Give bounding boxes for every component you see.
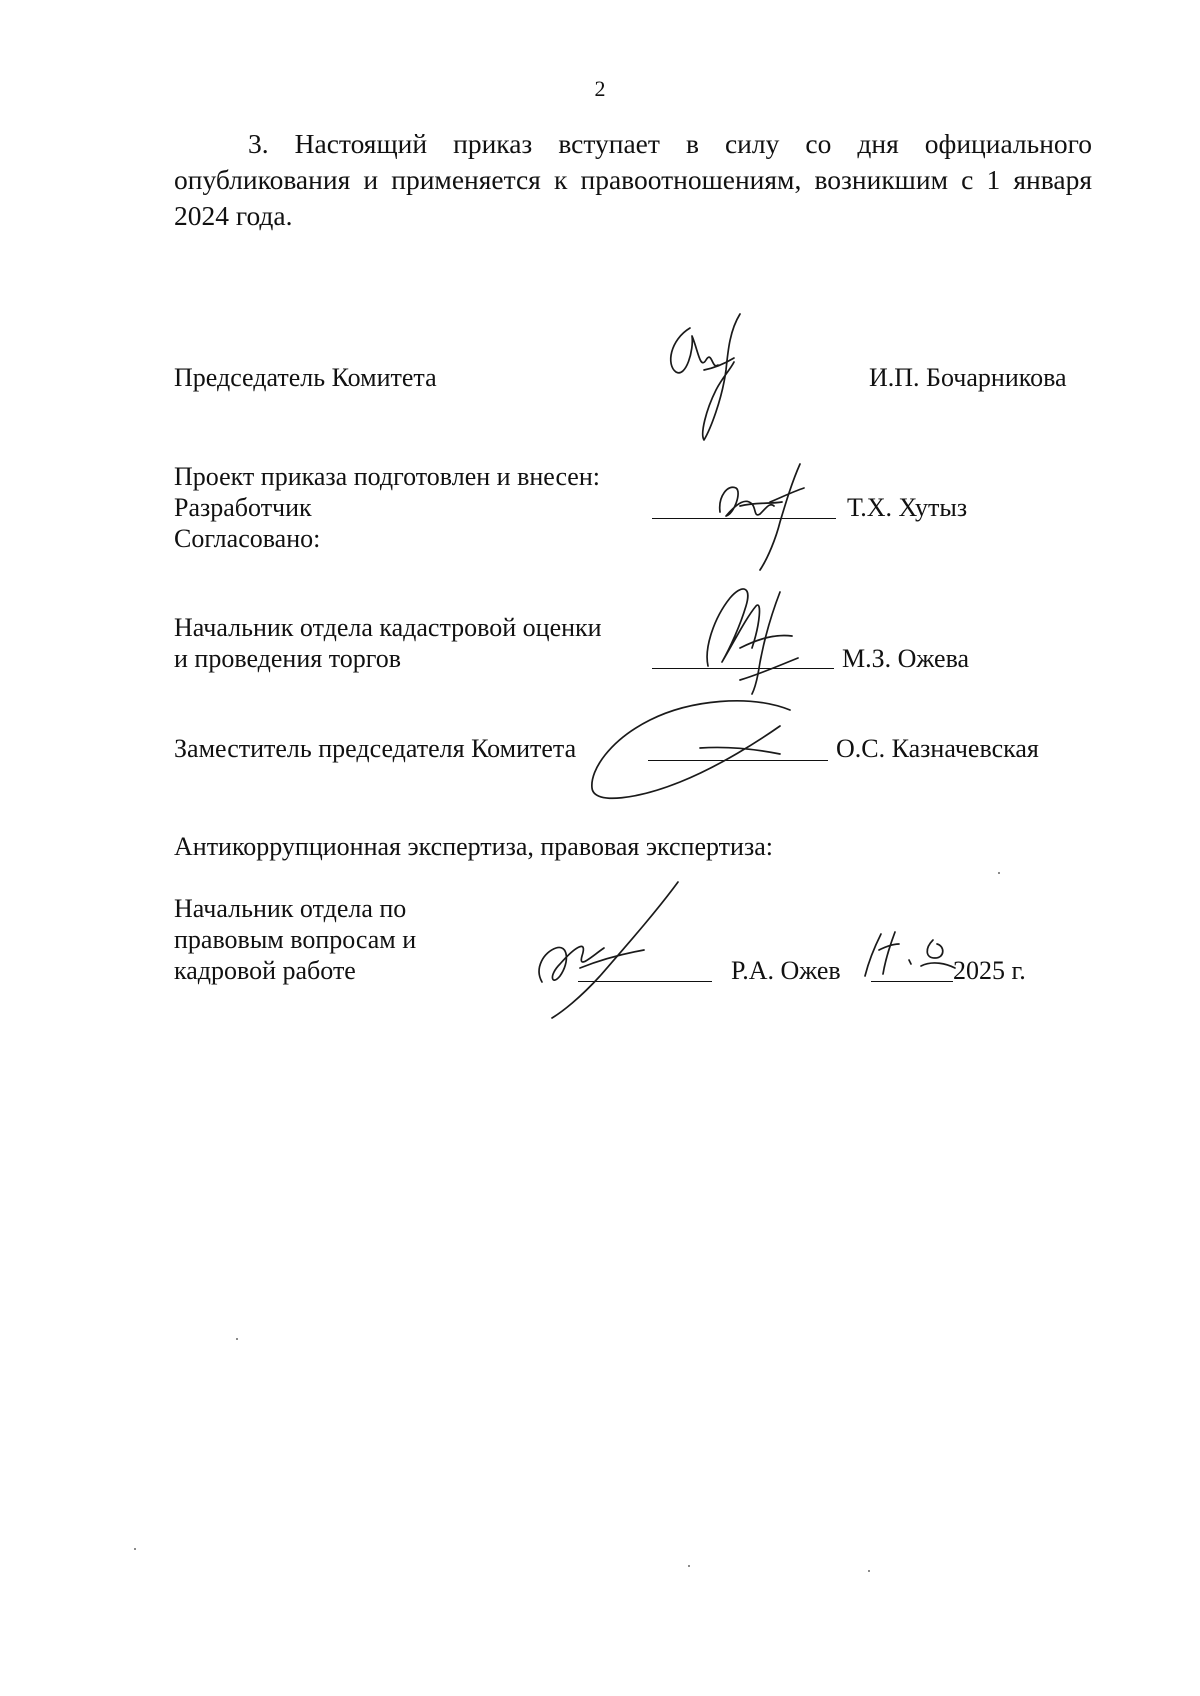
chairman-name: И.П. Бочарникова: [869, 363, 1067, 392]
legal-signature: [530, 872, 690, 1022]
order-paragraph: [174, 126, 1092, 234]
legal-head-name: Р.А. Ожев: [731, 956, 841, 985]
developer-name: Т.Х. Хутыз: [847, 493, 968, 522]
scan-speck: [868, 1570, 870, 1572]
developer-signature: [700, 462, 830, 572]
year-suffix: 2025 г.: [953, 956, 1026, 985]
page-number: 2: [594, 76, 606, 101]
cadastral-signature: [700, 578, 820, 698]
agreed-label: Согласовано:: [174, 524, 321, 553]
scan-speck: [998, 872, 1000, 874]
chairman-signature: [660, 310, 750, 445]
scan-speck: [236, 1338, 238, 1340]
chairman-title: Председатель Комитета: [174, 363, 437, 392]
paragraph-line-1: 3. Настоящий приказ вступает в силу со дня официального: [248, 128, 1092, 159]
legal-head-title-1: Начальник отдела по: [174, 894, 407, 923]
handwritten-date: [855, 920, 965, 990]
legal-head-title-2: правовым вопросам и: [174, 925, 417, 954]
cadastral-head-title-1: Начальник отдела кадастровой оценки: [174, 613, 602, 642]
legal-head-title-3: кадровой работе: [174, 956, 356, 985]
scan-speck: [688, 1565, 690, 1567]
prepared-heading: Проект приказа подготовлен и внесен:: [174, 462, 600, 491]
paragraph-line-3: 2024 года.: [174, 200, 293, 231]
paragraph-line-2: опубликования и применяется к правоотношениям, возникшим с 1 января: [174, 164, 1092, 195]
scan-speck: [134, 1548, 136, 1550]
expertise-heading: Антикоррупционная экспертиза, правовая экспертиза:: [174, 832, 773, 861]
deputy-signature: [580, 690, 810, 810]
deputy-name: О.С. Казначевская: [836, 734, 1039, 763]
cadastral-head-name: М.З. Ожева: [842, 644, 970, 673]
cadastral-head-title-2: и проведения торгов: [174, 644, 402, 673]
developer-role: Разработчик: [174, 493, 312, 522]
deputy-title: Заместитель председателя Комитета: [174, 734, 577, 763]
